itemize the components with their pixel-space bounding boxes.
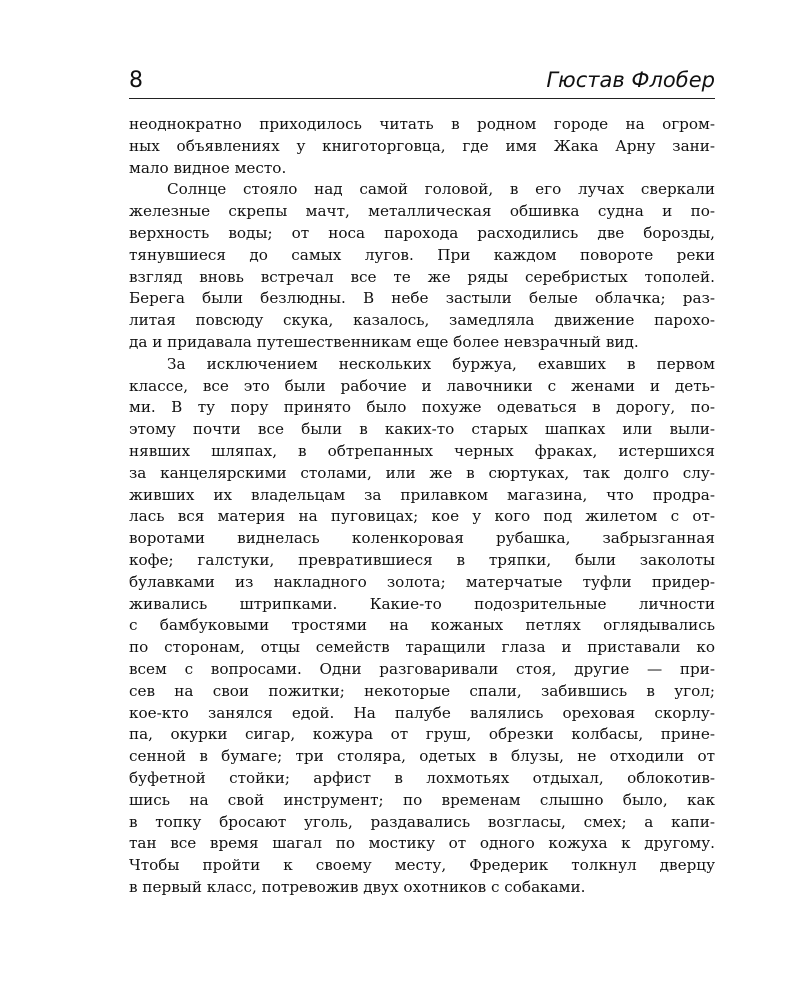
text-line: буфетной стойки; арфист в лохмотьях отдыхал, облокотив- — [129, 768, 715, 787]
page-header — [129, 68, 715, 99]
text-line: Солнце стояло над самой головой, в его лучах сверкали — [167, 180, 715, 199]
text-line: кое-кто занялся едой. На палубе валялись ореховая скорлу- — [129, 703, 715, 722]
text-line: мало видное место. — [129, 158, 287, 177]
text-line: ных объявлениях у книготорговца, где имя Жака Арну зани- — [129, 136, 715, 155]
text-line: литая повсюду скука, казалось, замедляла движение парохо- — [129, 311, 715, 330]
paragraph — [129, 354, 715, 899]
text-line: Берега были безлюдны. В небе застыли белые облачка; раз- — [129, 289, 715, 308]
text-line: классе, все это были рабочие и лавочники с женами и деть- — [129, 376, 715, 395]
text-line: ми. В ту пору принято было похуже одеваться в дорогу, по- — [129, 398, 715, 417]
text-line: сев на свои пожитки; некоторые спали, забившись в угол; — [129, 681, 715, 700]
text-line: с бамбуковыми тростями на кожаных петлях оглядывались — [129, 616, 715, 635]
text-line: сенной в бумаге; три столяра, одетых в блузы, не отходили от — [129, 747, 715, 766]
page-number: 8 — [129, 68, 143, 93]
paragraph — [129, 179, 715, 353]
text-line: булавками из накладного золота; матерчатые туфли придер- — [129, 572, 715, 591]
paragraph — [129, 114, 715, 179]
running-title: Гюстав Флобер — [546, 68, 715, 92]
text-line: За исключением нескольких буржуа, ехавших в первом — [167, 354, 715, 373]
text-line: неоднократно приходилось читать в родном городе на огром- — [129, 115, 715, 133]
text-line: лась вся материя на пуговицах; кое у кого под жилетом с от- — [129, 507, 715, 526]
text-line: верхность воды; от носа парохода расходились две борозды, — [129, 223, 715, 242]
text-line: кофе; галстуки, превратившиеся в тряпки, были заколоты — [129, 550, 715, 569]
text-line: живших их владельцам за прилавком магазина, что продра- — [129, 485, 715, 504]
text-line: да и придавала путешественникам еще более невзрачный вид. — [129, 332, 639, 351]
text-line: тан все время шагал по мостику от одного кожуха к другому. — [129, 834, 715, 853]
text-line: живались штрипками. Какие-то подозрительные личности — [129, 594, 715, 613]
text-line: взгляд вновь встречал все те же ряды серебристых тополей. — [129, 267, 715, 286]
text-line: воротами виднелась коленкоровая рубашка, забрызганная — [129, 529, 715, 548]
text-line: Чтобы пройти к своему месту, Фредерик толкнул дверцу — [129, 856, 715, 875]
text-line: по сторонам, отцы семейств таращили глаза и приставали ко — [129, 638, 715, 657]
text-line: в первый класс, потревожив двух охотников с собаками. — [129, 877, 586, 896]
text-line: за канцелярскими столами, или же в сюртуках, так долго слу- — [129, 463, 715, 482]
text-line: этому почти все были в каких-то старых шапках или выли- — [129, 420, 715, 439]
text-line: па, окурки сигар, кожура от груш, обрезки колбасы, прине- — [129, 725, 715, 744]
body-text — [129, 114, 715, 899]
text-line: железные скрепы мачт, металлическая обшивка судна и по- — [129, 202, 715, 221]
text-line: в топку бросают уголь, раздавались возгласы, смех; а капи- — [129, 812, 715, 831]
text-line: тянувшиеся до самых лугов. При каждом повороте реки — [129, 245, 715, 264]
text-line: нявших шляпах, в обтрепанных черных фраках, истершихся — [129, 441, 715, 460]
text-line: всем с вопросами. Одни разговаривали стоя, другие — при- — [129, 659, 715, 678]
text-line: шись на свой инструмент; по временам слышно было, как — [129, 790, 715, 809]
